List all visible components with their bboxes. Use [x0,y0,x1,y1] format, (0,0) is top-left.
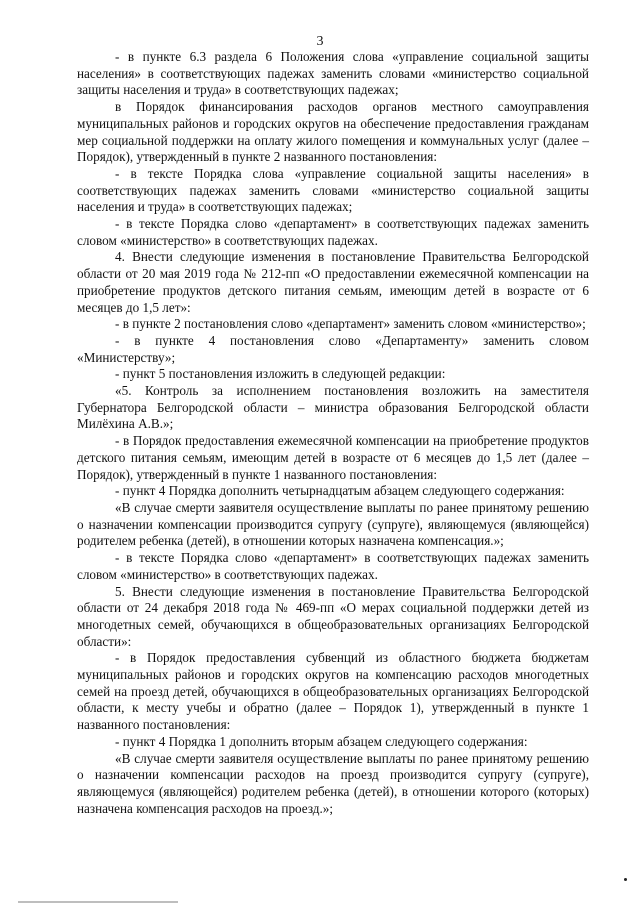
paragraph: 4. Внести следующие изменения в постановление Правительства Белгородской области от 20 мая 2019 года № 212-пп «О предоставлении ежемесячной компенсации на приобретение продуктов детского питания семьям, имеющим детей в возрасте от 6 месяцев до 1,5 лет»: [77,249,589,315]
paragraph: - в пункте 6.3 раздела 6 Положения слова «управление социальной защиты населения» в соответствующих падежах заменить словами «министерство социальной защиты населения и труда» в соответствующих падежах; [77,49,589,98]
paragraph: 5. Внести следующие изменения в постановление Правительства Белгородской области от 24 декабря 2018 года № 469-пп «О мерах социальной поддержки детей из многодетных семей, обучающихся в общеобразовательных организациях Белгородской области»: [77,583,589,649]
paragraph: - в тексте Порядка слово «департамент» в соответствующих падежах заменить словом «министерство» в соответствующих падежах. [77,216,589,248]
paragraph: - в тексте Порядка слова «управление социальной защиты населения» в соответствующих падежах заменить словами «министерство социальной защиты населения и труда» в соответствующих падежах; [77,165,589,215]
paragraph: «В случае смерти заявителя осуществление выплаты по ранее принятому решению о назначении компенсации расходов на проезд производится супругу (супруге), являющемуся (являющейся) родителем ребенка (детей), в отношении которого (которых) назначена компенсация расходов на проезд.»; [77,750,589,816]
page-number: 3 [316,34,324,49]
paragraph: «В случае смерти заявителя осуществление выплаты по ранее принятому решению о назначении компенсации производится супругу (супруге), являющемуся (являющейся) родителем ребенка (детей), в отношении которых назначена компенсация.»; [77,499,589,549]
paragraph: - в Порядок предоставления ежемесячной компенсации на приобретение продуктов детского питания семьям, имеющим детей в возрасте от 6 месяцев до 1,5 лет (далее – Порядок), утвержденный в пункте 1 названного постановления: [77,433,589,482]
document-body [77,49,589,817]
scan-speck [624,878,627,881]
scan-edge-mark [18,901,178,903]
paragraph: в Порядок финансирования расходов органов местного самоуправления муниципальных районов и городских округов на обеспечение предоставления гражданам мер социальной поддержки на оплату жилого помещения и коммунальных услуг (далее – Порядок), утвержденный в пункте 2 названного постановления: [77,99,589,165]
paragraph: - пункт 4 Порядка 1 дополнить вторым абзацем следующего содержания: [115,733,528,749]
paragraph: - пункт 4 Порядка дополнить четырнадцатым абзацем следующего содержания: [115,483,565,499]
paragraph: - в тексте Порядка слово «департамент» в соответствующих падежах заменить словом «министерство» в соответствующих падежах. [77,550,589,582]
paragraph: - в Порядок предоставления субвенций из областного бюджета бюджетам муниципальных районов и городских округов на компенсацию расходов многодетных семей на проезд детей, обучающихся в общеобразовательных организациях Белгородской области, к месту учебы и обратно (далее – Порядок 1), утвержденный в пункте 1 названного постановления: [77,650,589,733]
paragraph: - в пункте 4 постановления слово «Департаменту» заменить словом «Министерству»; [77,332,589,365]
paragraph: - в пункте 2 постановления слово «департамент» заменить словом «министерство»; [115,316,586,332]
paragraph: «5. Контроль за исполнением постановления возложить на заместителя Губернатора Белгородской области – министра образования Белгородской области Милёхина А.В.»; [77,383,589,432]
paragraph: - пункт 5 постановления изложить в следующей редакции: [115,366,446,382]
